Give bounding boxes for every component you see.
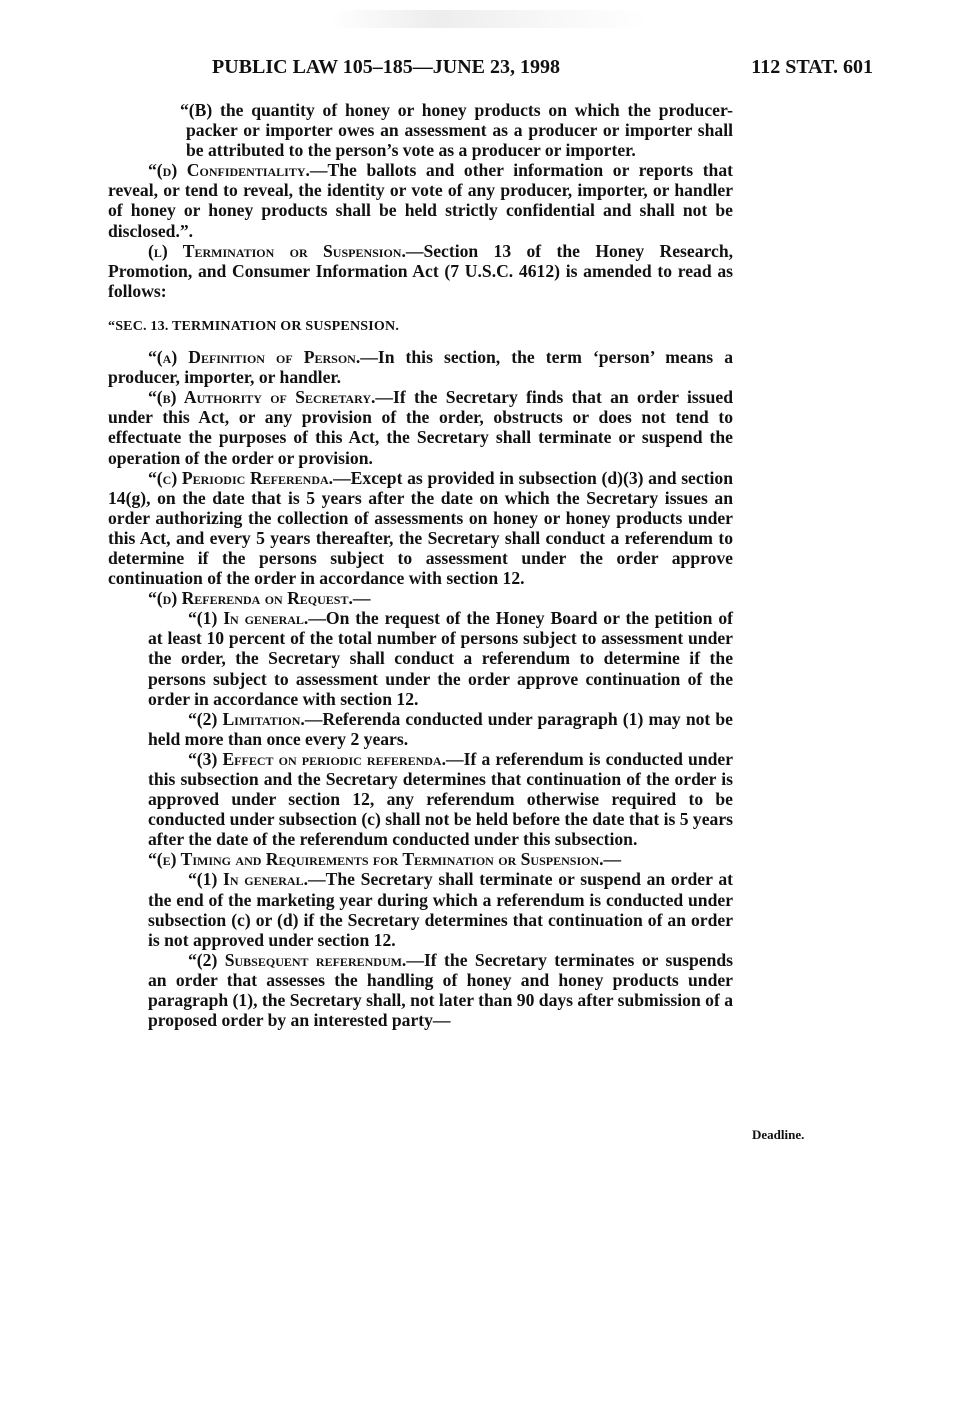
paragraph-e-heading: “(e) Timing and Requirements for Termination or Suspension.— [148, 849, 622, 870]
header-page-ref: 112 STAT. 601 [751, 56, 873, 78]
paragraph-e1: “(1) In general.—The Secretary shall terminate or suspend an order at the end of the marketing year during which a referendum is conducted under subsection (c) or (d) if the Secretary determines that continuation of an order is not approved under section 12. [148, 869, 733, 950]
paragraph-heading: “(2) Subsequent referendum. [188, 949, 407, 970]
paragraph-d2: “(2) Limitation.—Referenda conducted under paragraph (1) may not be held more than once every 2 years. [148, 708, 733, 749]
paragraph-heading: “(2) Limitation. [188, 708, 305, 729]
paragraph-d1: “(1) In general.—On the request of the Honey Board or the petition of at least 10 percent of the total number of persons subject to assessment under the order, the Secretary shall conduct a referendum to determine if the persons subject to assessment under the order approve continuation of the order in accordance with section 12. [148, 608, 733, 709]
paragraph-e2: “(2) Subsequent referendum.—If the Secretary terminates or suspends an order that assesses the handling of honey and honey products under paragraph (1), the Secretary shall, not later than 90 days after submission of a proposed order by an interested party— [148, 949, 734, 1031]
paragraph-heading: “(1) In general. [188, 869, 309, 890]
paragraph-heading: “(1) In general. [188, 608, 309, 629]
header-title: PUBLIC LAW 105–185—JUNE 23, 1998 [212, 56, 560, 78]
page-header [108, 56, 873, 82]
paragraph-a-definition: “(a) Definition of Person.—In this section, the term ‘person’ means a producer, importer, or handler. [108, 347, 734, 388]
subsection-heading: (l) Termination or Suspension. [148, 240, 406, 261]
paragraph-b-authority: “(b) Authority of Secretary.—If the Secretary finds that an order issued under this Act, or any provision of the order, obstructs or does not tend to effectuate the purposes of this Act, the Secretary shall terminate or suspend the operation of the order or provision. [108, 387, 733, 468]
paragraph-d3: “(3) Effect on periodic referenda.—If a referendum is conducted under this subsection and the Secretary determines that continuation of the order is approved under section 12, any referendum otherwise required to be conducted under subsection (c) shall not be held before the date that is 5 years after the date of the referendum conducted under this subsection. [148, 748, 734, 850]
paragraph-l-termination: (l) Termination or Suspension.—Section 13 of the Honey Research, Promotion, and Consumer Information Act (7 U.S.C. 4612) is amended to read as follows: [108, 240, 733, 301]
subsection-heading: “(c) Periodic Referenda. [148, 467, 334, 488]
section-heading: “SEC. 13. TERMINATION OR SUSPENSION. [108, 318, 400, 334]
subsection-heading: “(d) Confidentiality. [148, 160, 310, 181]
paragraph-d-confidentiality: “(d) Confidentiality.—The ballots and other information or reports that reveal, or tend to reveal, the identity or vote of any producer, importer, or handler of honey or honey products shall be held strictly confidential and shall not be disclosed.”. [108, 160, 733, 241]
margin-note-deadline: Deadline. [752, 1127, 805, 1142]
body-text [108, 100, 733, 1030]
paragraph-b-vote: “(B) the quantity of honey or honey products on which the producer-packer or importer owes an assessment as a producer or importer shall be attributed to the person’s vote as a producer or importer. [180, 100, 733, 161]
subsection-heading: “(a) Definition of Person. [148, 347, 361, 368]
scan-smudge [330, 10, 650, 28]
subsection-heading: “(b) Authority of Secretary. [148, 387, 376, 408]
paragraph-d-heading: “(d) Referenda on Request.— [148, 588, 371, 609]
paragraph-heading: “(3) Effect on periodic referenda. [188, 748, 447, 769]
paragraph-c-periodic: “(c) Periodic Referenda.—Except as provided in subsection (d)(3) and section 14(g), on the date that is 5 years after the date on which the Secretary issues an order authorizing the collection of assessments on honey or honey products under this Act, and every 5 years thereafter, the Secretary shall conduct a referendum to determine if the persons subject to assessment under the order approve continuation of the order in accordance with section 12. [108, 467, 733, 589]
